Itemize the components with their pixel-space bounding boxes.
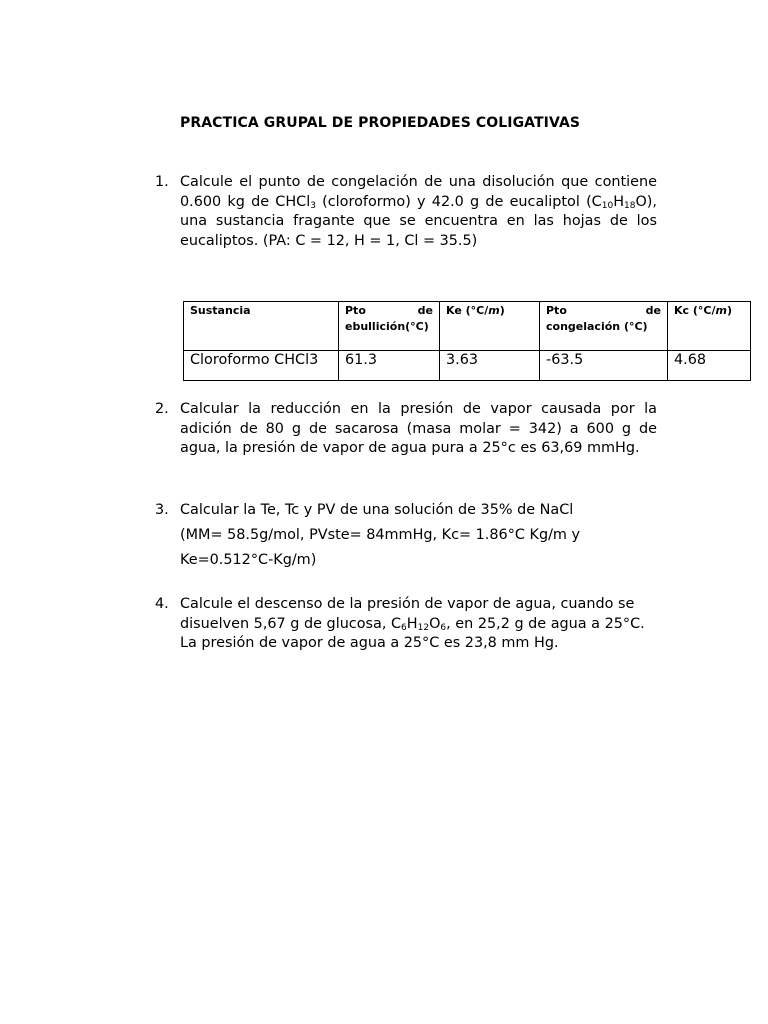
cell-ke: 3.63	[440, 351, 540, 381]
header-sustancia: Sustancia	[184, 302, 339, 351]
question-text: Calcular la reducción en la presión de vapor causada por la adición de 80 g de sacarosa (masa molar = 342) a 600 g de agua, la presión de vapor de agua pura a 25°c es 63,69 mmHg.	[180, 401, 657, 457]
cell-kc: 4.68	[668, 351, 751, 381]
question-text: Calcule el punto de congelación de una disolución que contiene 0.600 kg de CHCl$_3$ (cloroformo) y 42.0 g de eucaliptol $(C_{10}H_{18}O)$, una sustancia fragante que se encuentra en las hojas de los eucaliptos. (PA: C = 12, H = 1, Cl = 35.5)	[180, 174, 657, 249]
cell-sustancia: Cloroformo CHCl3	[184, 351, 339, 381]
question-1	[155, 173, 657, 251]
question-number: 3.	[155, 502, 169, 518]
header-kc: Kc (°C/m)	[668, 302, 751, 351]
question-3	[155, 498, 657, 573]
question-text: Calcular la Te, Tc y PV de una solución de 35% de NaCl (MM= 58.5g/mol, PVste= 84mmHg, Kc= 1.86°C Kg/m y Ke=0.512°C-Kg/m)	[180, 502, 581, 568]
question-number: 1.	[155, 174, 169, 190]
question-2	[155, 400, 657, 459]
properties-table	[183, 301, 751, 381]
header-pto-ebullicion: Pto de ebullición(°C)	[339, 302, 440, 351]
question-text: Calcule el descenso de la presión de vapor de agua, cuando se disuelven 5,67 g de glucosa, $C_6H_{12}O_6$, en 25,2 g de agua a 25°C. La presión de vapor de agua a 25°C es 23,8 mm Hg.	[180, 596, 645, 652]
table-header-row	[184, 302, 751, 351]
header-pto-congelacion: Pto de congelación (°C)	[540, 302, 668, 351]
table-row	[184, 351, 751, 381]
question-number: 2.	[155, 401, 169, 417]
page-title: PRACTICA GRUPAL DE PROPIEDADES COLIGATIVAS	[180, 115, 581, 131]
question-4	[155, 595, 657, 654]
question-number: 4.	[155, 596, 169, 612]
header-ke: Ke (°C/m)	[440, 302, 540, 351]
cell-pto-ebullicion: 61.3	[339, 351, 440, 381]
cell-pto-congelacion: -63.5	[540, 351, 668, 381]
